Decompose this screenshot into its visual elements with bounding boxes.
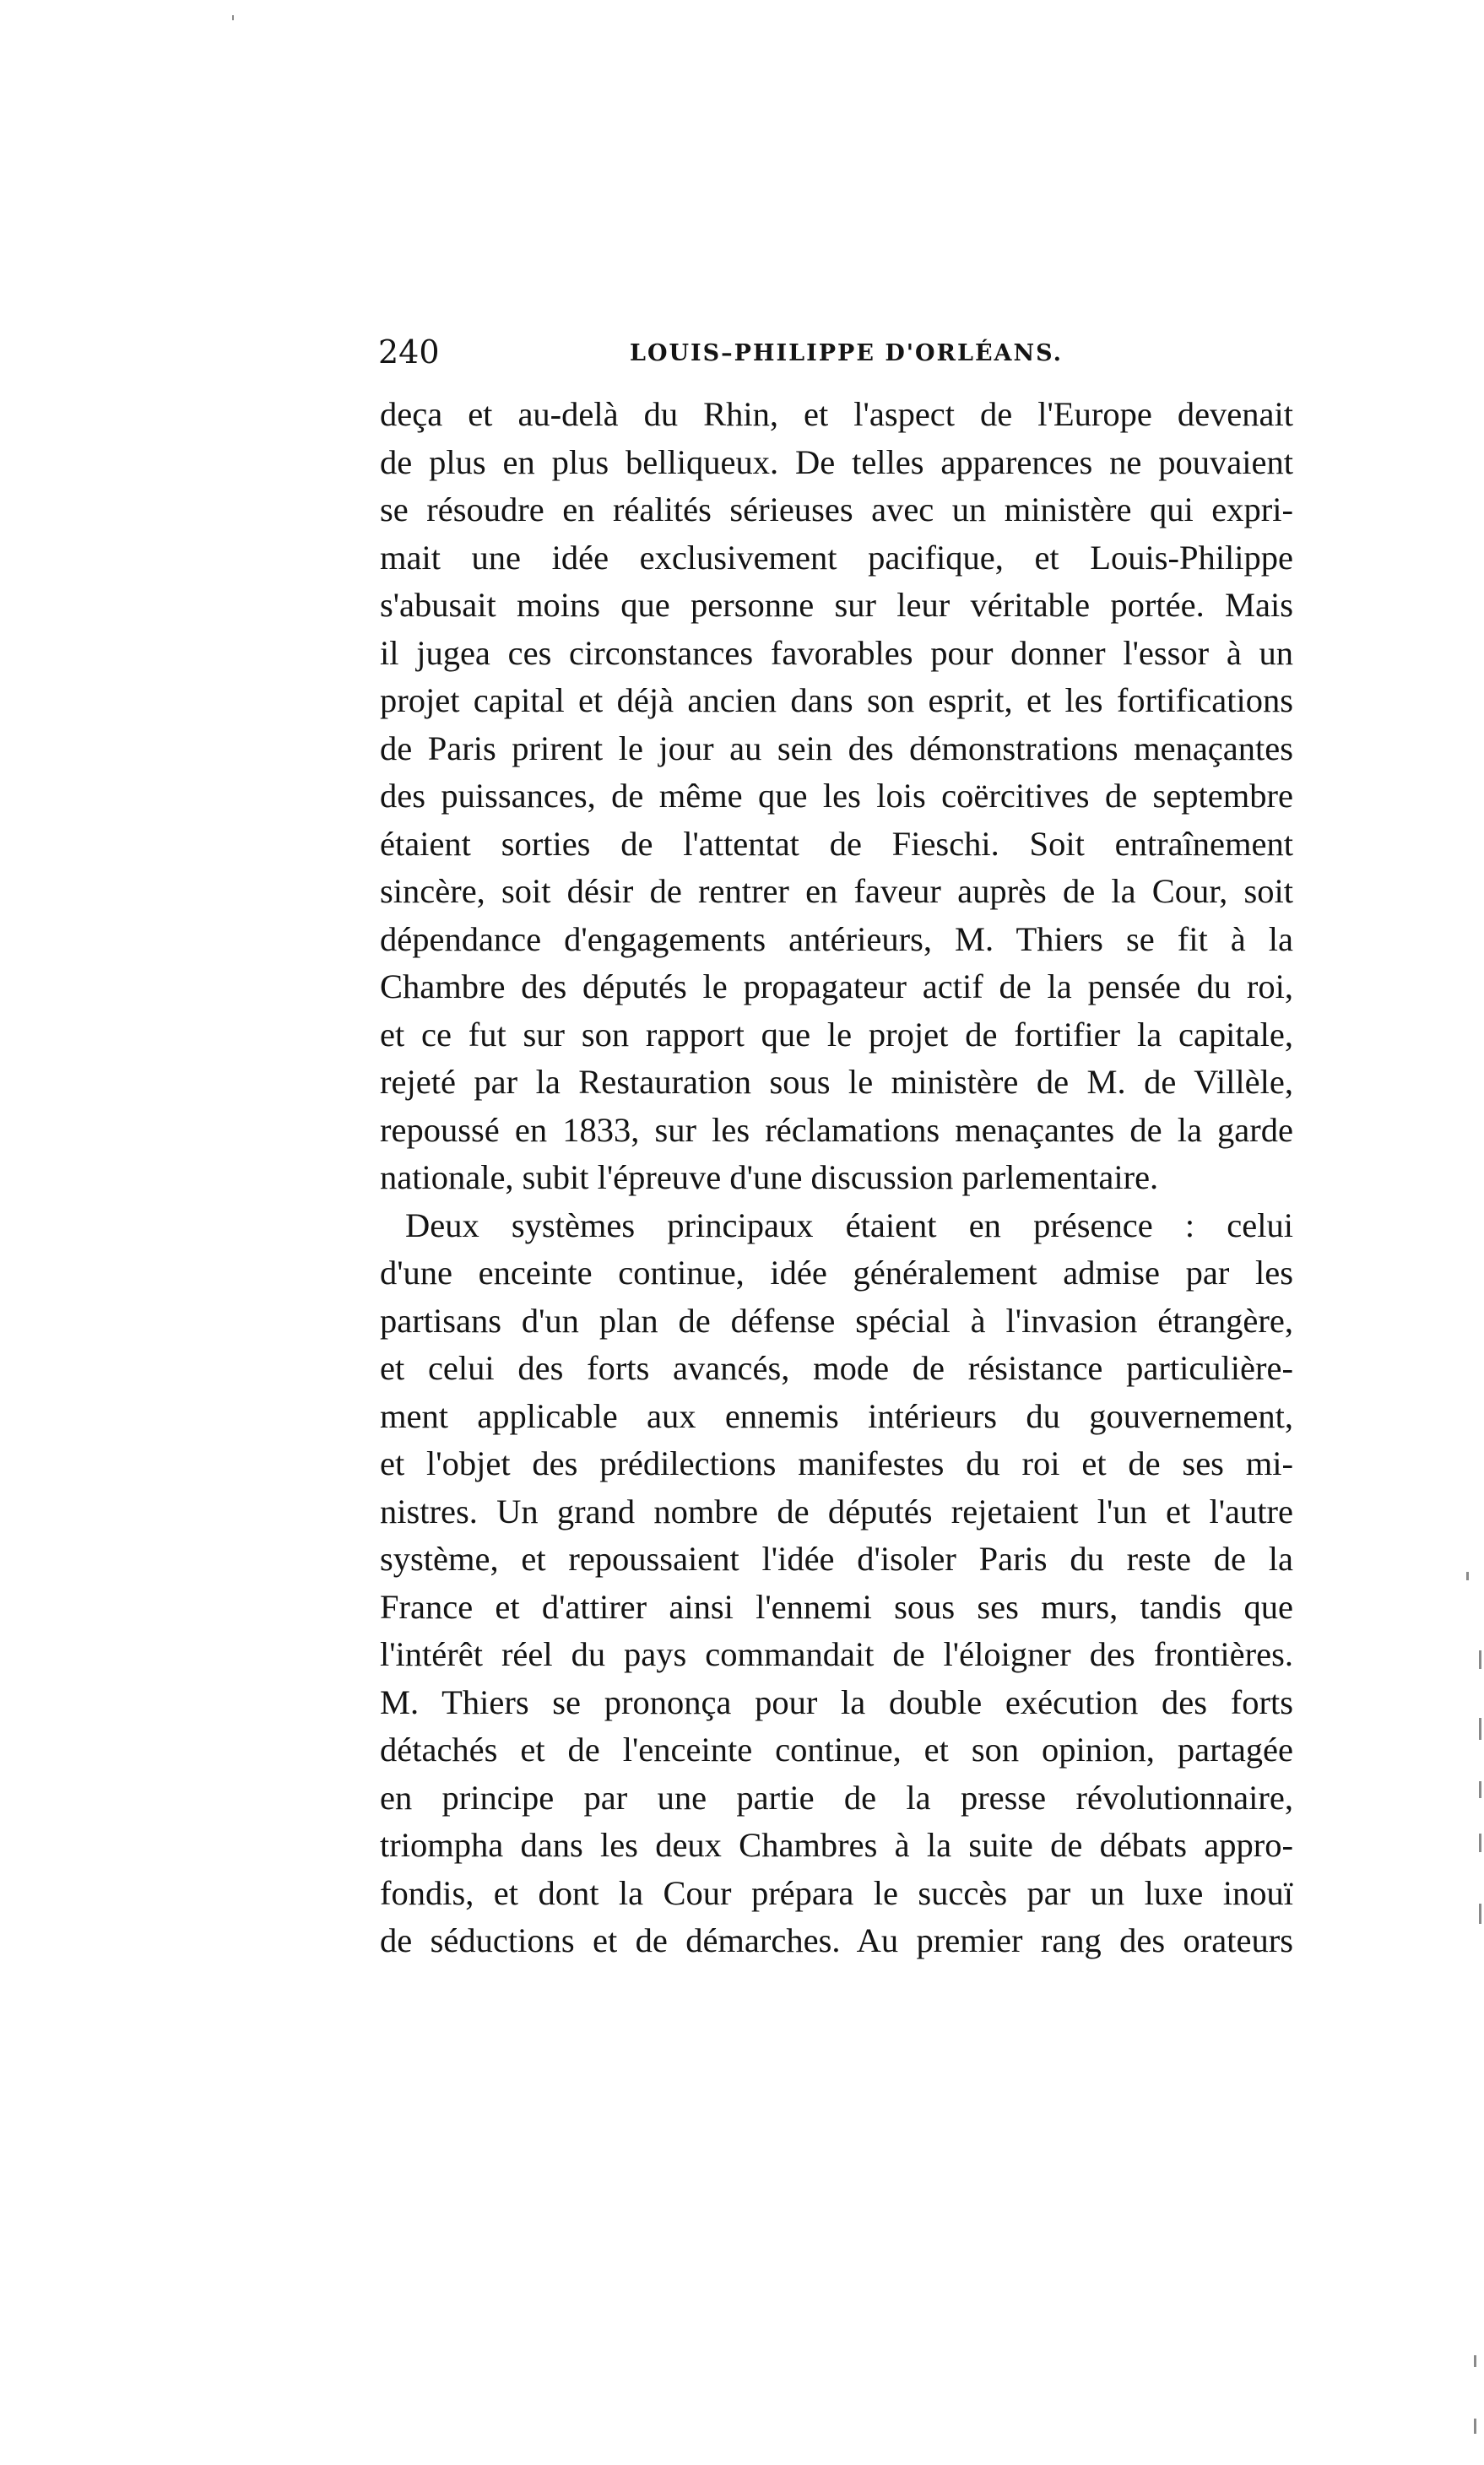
text-line: projet capital et déjà ancien dans son esprit, et les fortifications (380, 681, 1293, 719)
text-line: il jugea ces circonstances favorables pour donner l'essor à un (380, 633, 1293, 672)
text-line: l'intérêt réel du pays commandait de l'éloigner des frontières. (380, 1635, 1293, 1673)
text-line: nationale, subit l'épreuve d'une discussion parlementaire. (380, 1158, 1159, 1196)
scan-speck (232, 15, 234, 20)
text-line: Deux systèmes principaux étaient en présence : celui (405, 1205, 1293, 1244)
text-line: deça et au-delà du Rhin, et l'aspect de l'Europe devenait (380, 395, 1293, 433)
text-line: sincère, soit désir de rentrer en faveur auprès de la Cour, soit (380, 872, 1293, 910)
text-line: nistres. Un grand nombre de députés rejetaient l'un et l'autre (380, 1492, 1293, 1530)
text-line: étaient sorties de l'attentat de Fieschi. Soit entraînement (380, 824, 1293, 863)
page-header (378, 331, 1292, 373)
text-line: de plus en plus belliqueux. De telles apparences ne pouvaient (380, 442, 1293, 481)
text-line: triompha dans les deux Chambres à la suite de débats appro- (380, 1826, 1293, 1864)
text-line: fondis, et dont la Cour prépara le succès par un luxe inouï (380, 1873, 1293, 1912)
text-line: et ce fut sur son rapport que le projet de fortifier la capitale, (380, 1015, 1293, 1054)
body-text (380, 391, 1293, 1965)
text-line: détachés et de l'enceinte continue, et son opinion, partagée (380, 1731, 1293, 1769)
text-line: se résoudre en réalités sérieuses avec un ministère qui expri- (380, 490, 1293, 528)
scan-speck (1474, 2355, 1476, 2367)
scan-speck (1479, 1718, 1481, 1740)
text-line: mait une idée exclusivement pacifique, et Louis-Philippe (380, 538, 1293, 577)
scan-speck (1466, 1572, 1469, 1580)
text-line: partisans d'un plan de défense spécial à l'invasion étrangère, (380, 1301, 1293, 1340)
scan-speck (1479, 1904, 1481, 1924)
text-line: M. Thiers se prononça pour la double exécution des forts (380, 1682, 1293, 1721)
scan-speck (1479, 1834, 1481, 1852)
running-title: LOUIS–PHILIPPE D'ORLÉANS. (630, 340, 1064, 366)
text-line: en principe par une partie de la presse révolutionnaire, (380, 1778, 1293, 1817)
scan-speck (1474, 2419, 1476, 2434)
text-line: de Paris prirent le jour au sein des démonstrations menaçantes (380, 729, 1293, 767)
text-line: s'abusait moins que personne sur leur véritable portée. Mais (380, 586, 1293, 624)
text-line: des puissances, de même que les lois coërcitives de septembre (380, 777, 1293, 815)
page-number: 240 (378, 333, 440, 371)
text-line: dépendance d'engagements antérieurs, M. Thiers se fit à la (380, 919, 1293, 958)
text-line: repoussé en 1833, sur les réclamations menaçantes de la garde (380, 1110, 1293, 1149)
text-line: et celui des forts avancés, mode de résistance particulière- (380, 1349, 1293, 1387)
text-line: rejeté par la Restauration sous le ministère de M. de Villèle, (380, 1063, 1293, 1101)
paragraph-1 (380, 391, 1293, 1202)
text-line: système, et repoussaient l'idée d'isoler Paris du reste de la (380, 1540, 1293, 1578)
text-line: ment applicable aux ennemis intérieurs du gouvernement, (380, 1396, 1293, 1435)
scan-speck (1479, 1781, 1481, 1798)
scan-speck (1479, 1650, 1481, 1669)
text-line: Chambre des députés le propagateur actif de la pensée du roi, (380, 967, 1293, 1005)
text-line: et l'objet des prédilections manifestes du roi et de ses mi- (380, 1444, 1293, 1482)
text-line: France et d'attirer ainsi l'ennemi sous ses murs, tandis que (380, 1587, 1293, 1626)
paragraph-2 (380, 1202, 1293, 1965)
text-line: de séductions et de démarches. Au premier rang des orateurs (380, 1921, 1293, 1959)
text-line: d'une enceinte continue, idée généralement admise par les (380, 1254, 1293, 1292)
